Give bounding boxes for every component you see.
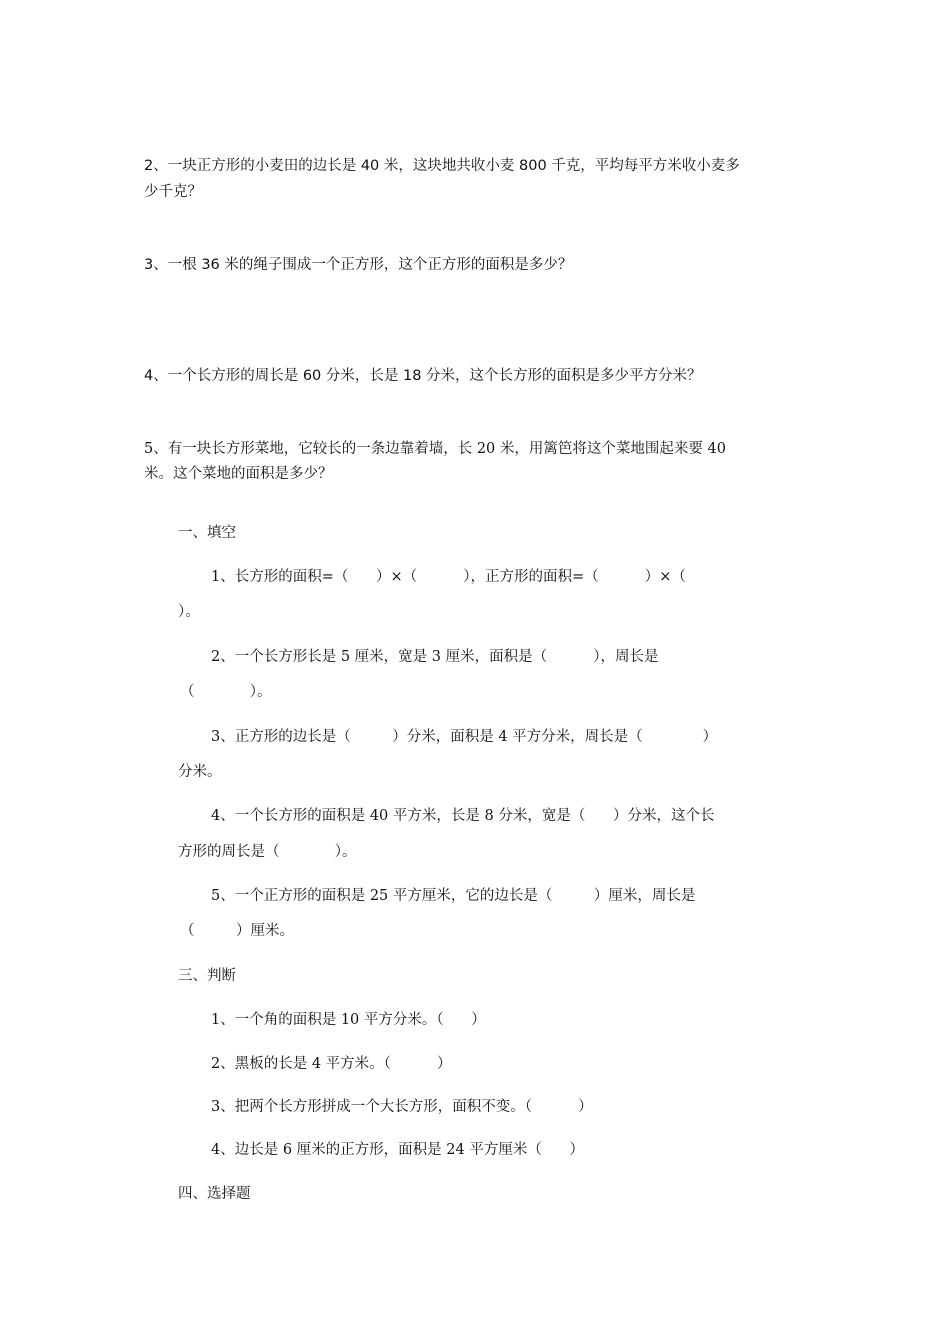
fill-item-3-line-1: 3、正方形的边长是（ ）分米，面积是 4 平方分米，周长是（ ） bbox=[211, 729, 718, 745]
problem-4: 4、一个长方形的周长是 60 分米，长是 18 分米，这个长方形的面积是多少平方分米？ bbox=[144, 368, 702, 384]
fill-item-1-line-2: ）。 bbox=[178, 604, 200, 620]
problem-2-line-2: 少千克？ bbox=[144, 184, 202, 200]
fill-item-5-line-1: 5、一个正方形的面积是 25 平方厘米，它的边长是（ ）厘米，周长是 bbox=[211, 888, 696, 904]
fill-item-3-line-2: 分米。 bbox=[178, 764, 222, 780]
problem-2-line-1: 2、一块正方形的小麦田的边长是 40 米，这块地共收小麦 800 千克，平均每平方米收小麦多 bbox=[144, 158, 740, 174]
fill-item-2-line-2: （ ）。 bbox=[180, 684, 272, 700]
problem-5-line-2: 米。这个菜地的面积是多少？ bbox=[144, 466, 333, 482]
fill-item-5-line-2: （ ）厘米。 bbox=[180, 923, 294, 939]
choice-heading: 四、选择题 bbox=[178, 1186, 251, 1202]
judge-item-4: 4、边长是 6 厘米的正方形，面积是 24 平方厘米（ ） bbox=[211, 1142, 584, 1158]
fill-item-2-line-1: 2、一个长方形长是 5 厘米，宽是 3 厘米，面积是（ ），周长是 bbox=[211, 649, 659, 665]
judge-item-3: 3、把两个长方形拼成一个大长方形，面积不变。（ ） bbox=[211, 1099, 593, 1115]
fill-blank-heading: 一、填空 bbox=[178, 525, 236, 541]
judge-item-2: 2、黑板的长是 4 平方米。（ ） bbox=[211, 1056, 452, 1072]
problem-3: 3、一根 36 米的绳子围成一个正方形，这个正方形的面积是多少？ bbox=[144, 257, 573, 273]
problem-5-line-1: 5、有一块长方形菜地，它较长的一条边靠着墙，长 20 米，用篱笆将这个菜地围起来要 40 bbox=[144, 441, 726, 457]
fill-item-4-line-1: 4、一个长方形的面积是 40 平方米，长是 8 分米，宽是（ ）分米，这个长 bbox=[211, 808, 715, 824]
fill-item-4-line-2: 方形的周长是（ ）。 bbox=[178, 844, 357, 860]
judge-item-1: 1、一个角的面积是 10 平方分米。（ ） bbox=[211, 1012, 486, 1028]
fill-item-1-line-1: 1、长方形的面积=（ ）×（ ），正方形的面积=（ ）×（ bbox=[211, 569, 686, 585]
judge-heading: 三、判断 bbox=[178, 968, 236, 984]
